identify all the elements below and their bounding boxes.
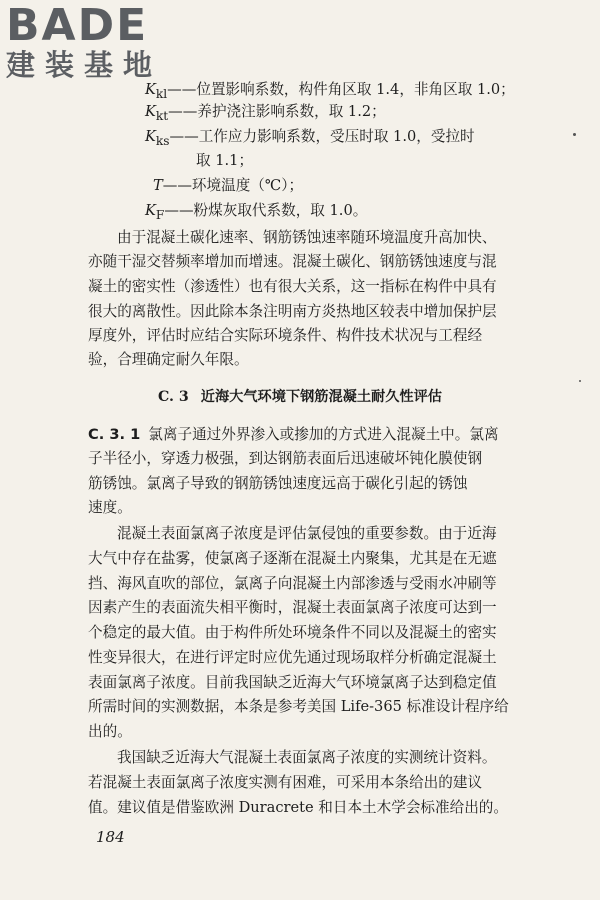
clause-number: C. 3. 1 [88,426,141,443]
body-text-line: 若混凝土表面氯离子浓度实测有困难，可采用本条给出的建议 [88,774,483,791]
body-text-line: 出的。 [88,723,132,740]
variable-symbol: K [145,202,156,219]
site-logo [6,2,176,82]
clause-text: 速度。 [88,499,132,516]
definition-text: 养护浇注影响系数，取 1.2； [197,103,386,120]
scan-speck [579,380,581,382]
body-text-line: 大气中存在盐雾，使氯离子逐渐在混凝土内聚集，尤其是在无遮 [88,550,497,567]
body-text-line: 所需时间的实测数据，本条是参考美国 Life-365 标准设计程序给 [88,698,509,715]
body-text-line: 很大的离散性。因此除本条注明南方炎热地区较表中增加保护层 [88,303,497,320]
definition-dash: —— [167,81,197,98]
definition-dash: —— [162,177,192,194]
definition-line [145,80,515,104]
definition-text: 工作应力影响系数，受压时取 1.0，受拉时 [198,128,475,145]
body-text-line: 厚度外，评估时应结合实际环境条件、构件技术状况与工程经 [88,327,483,344]
variable-symbol: T [153,177,163,194]
clause-text: 氯离子通过外界渗入或掺加的方式进入混凝土中。氯离 [148,426,499,443]
definition-line [145,127,475,151]
definition-dash: —— [169,128,199,145]
definition-dash: —— [168,103,198,120]
definition-line [153,176,303,196]
body-text-line: 亦随干湿交替频率增加而增速。混凝土碳化、钢筋锈蚀速度与混 [88,253,497,270]
clause-text: 筋锈蚀。氯离子导致的钢筋锈蚀速度远高于碳化引起的锈蚀 [88,475,468,492]
section-heading [0,386,600,406]
clause-text-line [88,498,132,518]
body-text-line: 混凝土表面氯离子浓度是评估氯侵蚀的重要参数。由于近海 [117,525,497,542]
logo-chinese-text: 建装基地 [6,48,163,82]
clause-text-line [88,425,499,445]
scan-speck [573,133,576,136]
definition-line [145,102,386,126]
variable-symbol: K [145,128,156,145]
clause-text-line [88,474,467,494]
body-text-line: 因素产生的表面流失相平衡时，混凝土表面氯离子浓度可达到一 [88,599,497,616]
definition-line [145,201,367,225]
body-text-line: 挡、海风直吹的部位，氯离子向混凝土内部渗透与受雨水冲刷等 [88,575,497,592]
variable-subscript: kl [155,86,168,101]
definition-line [196,151,253,171]
body-text-line: 验，合理确定耐久年限。 [88,351,249,368]
definition-text: 位置影响系数，构件角区取 1.4，非角区取 1.0； [196,81,515,98]
page-number: 184 [96,828,125,846]
definition-text: 取 1.1； [196,152,254,169]
logo-wordmark: BADE [6,0,149,51]
variable-symbol: K [145,81,156,98]
section-title-text: 近海大气环境下钢筋混凝土耐久性评估 [200,389,442,405]
variable-subscript: kt [155,108,169,123]
clause-text: 子半径小，穿透力极强，到达钢筋表面后迅速破坏钝化膜使钢 [88,450,483,467]
variable-subscript: ks [155,133,170,148]
body-text-line: 我国缺乏近海大气混凝土表面氯离子浓度的实测统计资料。 [117,749,497,766]
section-number: C. 3 [158,389,189,405]
variable-subscript: F [155,207,165,222]
clause-text-line [88,449,482,469]
definition-text: 粉煤灰取代系数，取 1.0。 [193,202,368,219]
body-text-line: 由于混凝土碳化速率、钢筋锈蚀速率随环境温度升高加快、 [117,229,497,246]
body-text-line: 表面氯离子浓度。目前我国缺乏近海大气环境氯离子达到稳定值 [88,674,497,691]
body-text-line: 值。建议值是借鉴欧洲 Duracrete 和日本土木学会标准给出的。 [88,799,508,816]
body-text-line: 凝土的密实性（渗透性）也有很大关系，这一指标在构件中具有 [88,278,497,295]
definition-dash: —— [164,202,194,219]
body-text-line: 个稳定的最大值。由于构件所处环境条件不同以及混凝土的密实 [88,624,497,641]
definition-text: 环境温度（℃）； [191,177,304,194]
body-text-line: 性变异很大，在进行评定时应优先通过现场取样分析确定混凝土 [88,649,497,666]
variable-symbol: K [145,103,156,120]
